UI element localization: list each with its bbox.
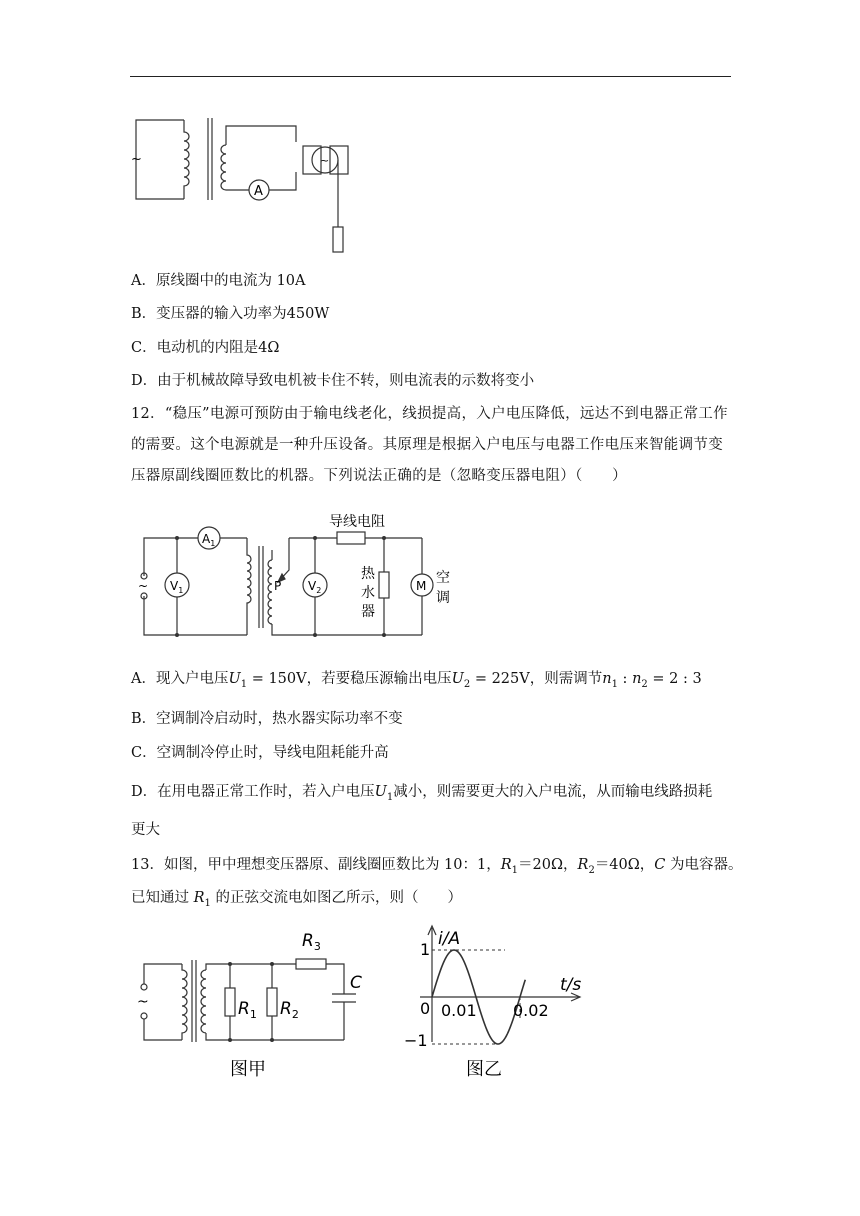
q12-option-a: A．现入户电压$U_1 = 150V$，若要稳压源输出电压$U_2 = 225V$，则需调节$n_1$ : $n_2 = 2$ : 3 bbox=[131, 671, 702, 690]
q12-option-d: D．在用电器正常工作时，若入户电压$U_1$减小，则需要更大的入户电流，从而输电线路损耗 bbox=[131, 784, 713, 803]
q13-caption-jia: 图甲 bbox=[230, 1059, 266, 1080]
q11-circuit-figure bbox=[128, 112, 358, 257]
q12-ammeter-label: $A_1$ bbox=[202, 532, 216, 548]
q12-heater-label-3: 器 bbox=[361, 604, 375, 620]
q12-wire-resistor-label: 导线电阻 bbox=[329, 514, 385, 530]
q12-heater-label-2: 水 bbox=[361, 585, 375, 601]
q13-r3-label: $R_3$ bbox=[302, 931, 321, 953]
y-tick-pos: 1 bbox=[420, 940, 431, 959]
q13-stem-line-1: 13．如图，甲中理想变压器原、副线圈匝数比为 10：1，$R_1=20\Omega$，$R_2=40\Omega$，C 为电容器。 bbox=[131, 857, 743, 876]
q12-slider-label: P bbox=[274, 579, 282, 593]
q11-option-b: B．变压器的输入功率为450W bbox=[131, 306, 330, 322]
q11-motor-symbol: ~ bbox=[320, 154, 330, 167]
x-tick-0.02: 0.02 bbox=[513, 1001, 549, 1020]
q12-option-d-cont: 更大 bbox=[131, 822, 160, 838]
q12-heater-label-1: 热 bbox=[361, 566, 375, 582]
q12-ac-label-2: 调 bbox=[436, 590, 450, 606]
q13-figure-yi-chart bbox=[400, 922, 600, 1082]
q13-r2-label: $R_2$ bbox=[280, 999, 299, 1021]
q11-option-a: A．原线圈中的电流为 10A bbox=[131, 273, 306, 289]
q12-option-b: B．空调制冷启动时，热水器实际功率不变 bbox=[131, 711, 403, 727]
q12-option-c: C．空调制冷停止时，导线电阻耗能升高 bbox=[131, 745, 389, 761]
q13-source-symbol: ~ bbox=[137, 994, 149, 1010]
q12-source-symbol: ~ bbox=[138, 579, 149, 593]
x-tick-0.01: 0.01 bbox=[441, 1001, 477, 1020]
x-axis-label: t/s bbox=[560, 975, 582, 995]
q12-v1-label: $V_1$ bbox=[170, 579, 184, 595]
q13-capacitor-label: C bbox=[350, 973, 362, 993]
q13-figure-jia bbox=[132, 922, 382, 1082]
q12-circuit-figure bbox=[132, 510, 462, 642]
q12-motor-label: M bbox=[416, 579, 427, 593]
origin-label: 0 bbox=[420, 999, 431, 1018]
q13-r1-label: $R_1$ bbox=[238, 999, 257, 1021]
q13-stem-line-2: 已知通过 $R_1$ 的正弦交流电如图乙所示，则（ ） bbox=[131, 890, 463, 909]
q11-option-c: C．电动机的内阻是4Ω bbox=[131, 340, 280, 356]
q11-ammeter-label: A bbox=[254, 184, 263, 199]
y-axis-label: i/A bbox=[438, 929, 461, 949]
header-rule bbox=[130, 76, 731, 77]
q11-source-symbol: ~ bbox=[131, 152, 142, 167]
q13-caption-yi: 图乙 bbox=[466, 1059, 502, 1080]
q12-stem: 12．“稳压”电源可预防由于输电线老化，线损提高，入户电压降低，远达不到电器正常工作的需要。这个电源就是一种升压设备。其原理是根据入户电压与电器工作电压来智能调节变压器原副线圈匝数比的机器。下列说法正确的是（忽略变压器电阻）（ ） bbox=[131, 406, 728, 484]
y-tick-neg: −1 bbox=[404, 1031, 428, 1050]
q12-v2-label: $V_2$ bbox=[308, 579, 322, 595]
q12-ac-label-1: 空 bbox=[436, 570, 450, 586]
q11-option-d: D．由于机械故障导致电机被卡住不转，则电流表的示数将变小 bbox=[131, 373, 535, 389]
